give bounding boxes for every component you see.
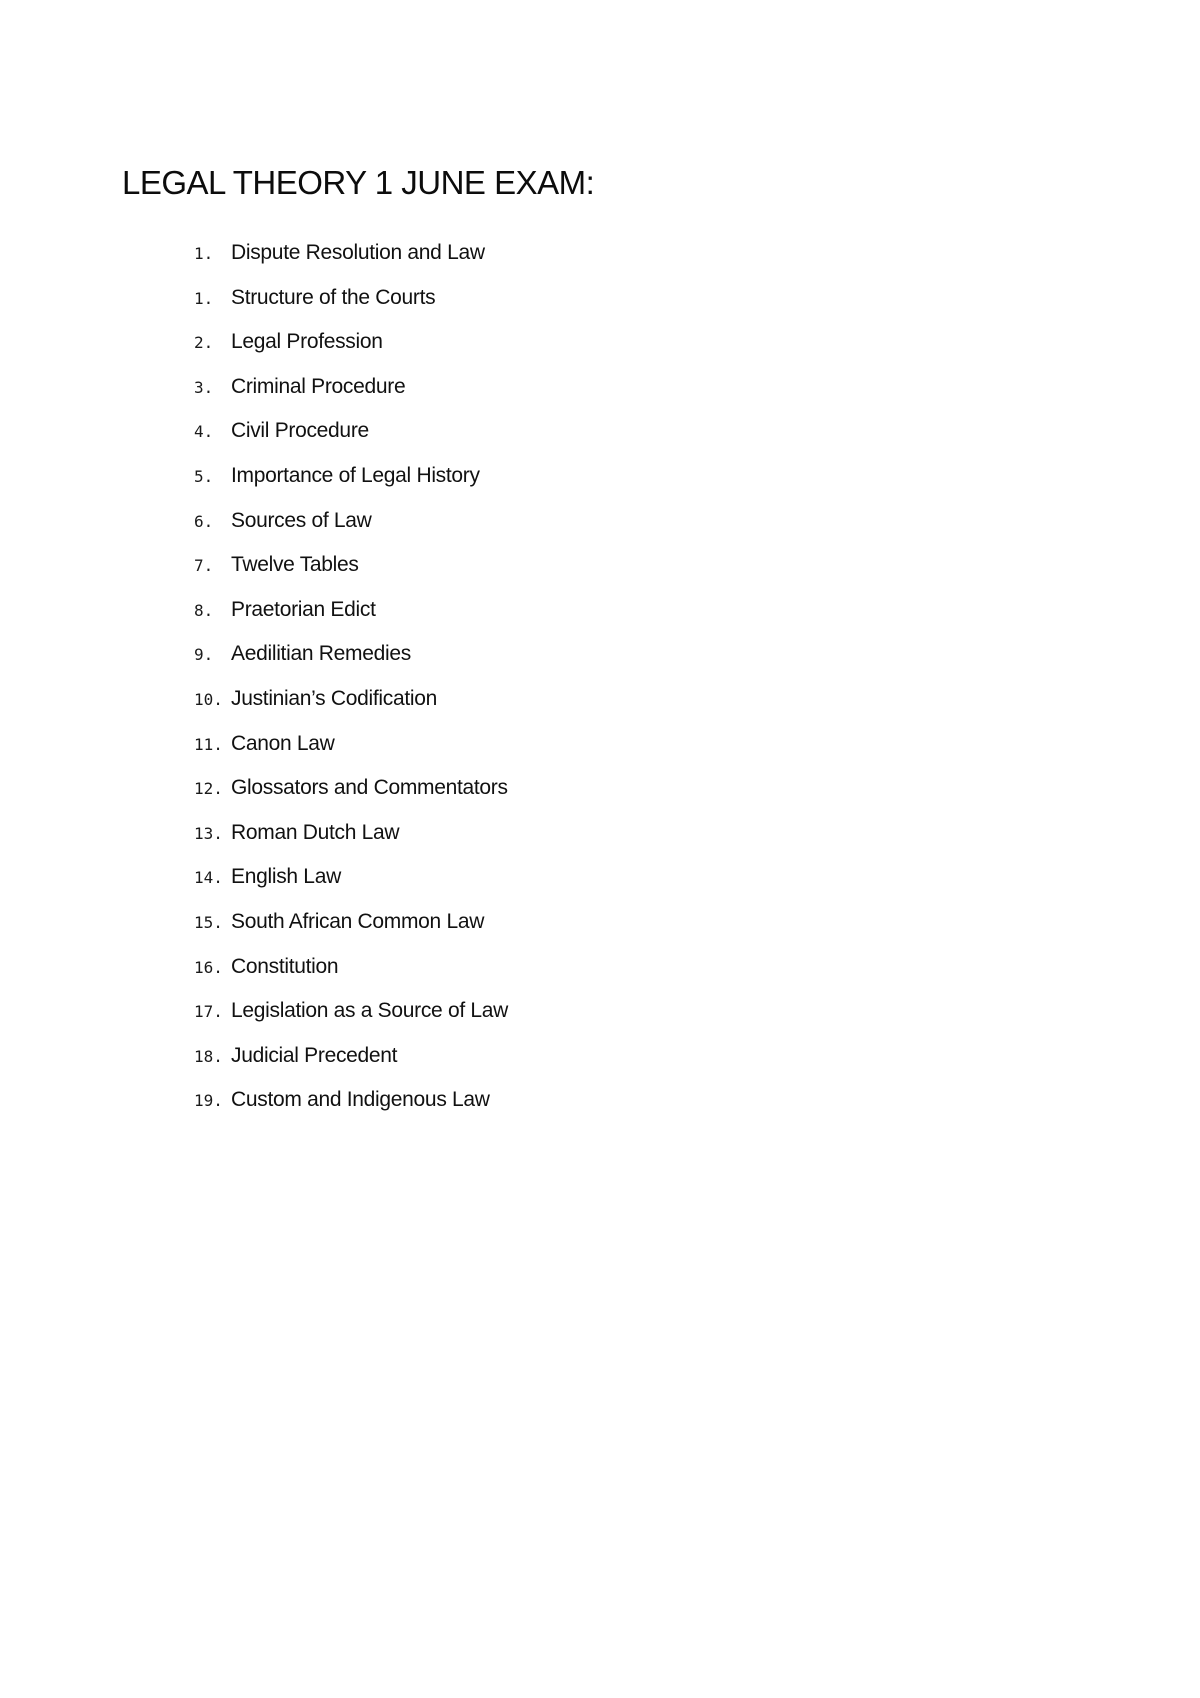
topic-text: Aedilitian Remedies: [231, 642, 411, 666]
topic-item: [194, 865, 508, 910]
topic-item: [194, 553, 508, 598]
topic-number: 19.: [194, 1091, 223, 1111]
topic-text: Glossators and Commentators: [231, 776, 508, 800]
topic-item: [194, 330, 508, 375]
topic-text: Custom and Indigenous Law: [231, 1088, 490, 1112]
topic-item: [194, 1044, 508, 1089]
topic-item: [194, 419, 508, 464]
topic-text: Dispute Resolution and Law: [231, 241, 485, 264]
topic-item: [194, 687, 508, 732]
topic-text: English Law: [231, 865, 341, 889]
topic-text: Legal Profession: [231, 330, 383, 354]
topic-number: 5.: [194, 466, 214, 486]
topic-item: [194, 509, 508, 554]
topic-text: Structure of the Courts: [231, 285, 436, 309]
topic-item: [194, 910, 508, 955]
topic-item: [194, 241, 508, 286]
topic-item: [194, 821, 508, 866]
topic-item: [194, 464, 508, 509]
topic-item: [194, 375, 508, 420]
topic-text: Justinian’s Codification: [231, 686, 438, 710]
topic-text: Canon Law: [231, 731, 335, 755]
topic-number: 11.: [194, 734, 223, 754]
document-title: LEGAL THEORY 1 JUNE EXAM:: [122, 164, 595, 201]
topic-text: Constitution: [231, 954, 339, 978]
topic-text: Twelve Tables: [231, 553, 359, 577]
topic-number: 1.: [194, 288, 214, 308]
topic-number: 13.: [194, 823, 223, 843]
topic-text: Roman Dutch Law: [231, 820, 400, 844]
topic-text: Importance of Legal History: [231, 463, 480, 487]
topic-number: 10.: [194, 689, 223, 709]
topic-text: Civil Procedure: [231, 419, 369, 443]
topic-text: Legislation as a Source of Law: [231, 999, 509, 1023]
topic-text: South African Common Law: [231, 909, 485, 933]
topic-item: [194, 776, 508, 821]
topic-number: 4.: [194, 422, 214, 442]
topic-item: [194, 955, 508, 1000]
topic-number: 18.: [194, 1046, 223, 1066]
topic-item: [194, 642, 508, 687]
topic-number: 7.: [194, 556, 214, 576]
topic-number: 14.: [194, 868, 223, 888]
topic-number: 8.: [194, 600, 214, 620]
topic-item: [194, 286, 508, 331]
topic-number: 15.: [194, 912, 223, 932]
topic-item: [194, 999, 508, 1044]
topic-number: 17.: [194, 1002, 223, 1022]
topic-item: [194, 598, 508, 643]
topic-item: [194, 1088, 508, 1133]
topic-number: 12.: [194, 779, 223, 799]
topic-item: [194, 732, 508, 777]
topic-number: 2.: [194, 333, 214, 353]
topic-text: Praetorian Edict: [231, 597, 376, 621]
topic-text: Sources of Law: [231, 508, 372, 532]
topic-number: 6.: [194, 511, 214, 531]
topic-number: 1.: [194, 244, 214, 263]
topic-number: 3.: [194, 377, 214, 397]
topic-text: Criminal Procedure: [231, 374, 406, 398]
topic-number: 16.: [194, 957, 223, 977]
topic-number: 9.: [194, 645, 214, 665]
topic-text: Judicial Precedent: [231, 1043, 398, 1067]
topic-list: [194, 241, 508, 1133]
